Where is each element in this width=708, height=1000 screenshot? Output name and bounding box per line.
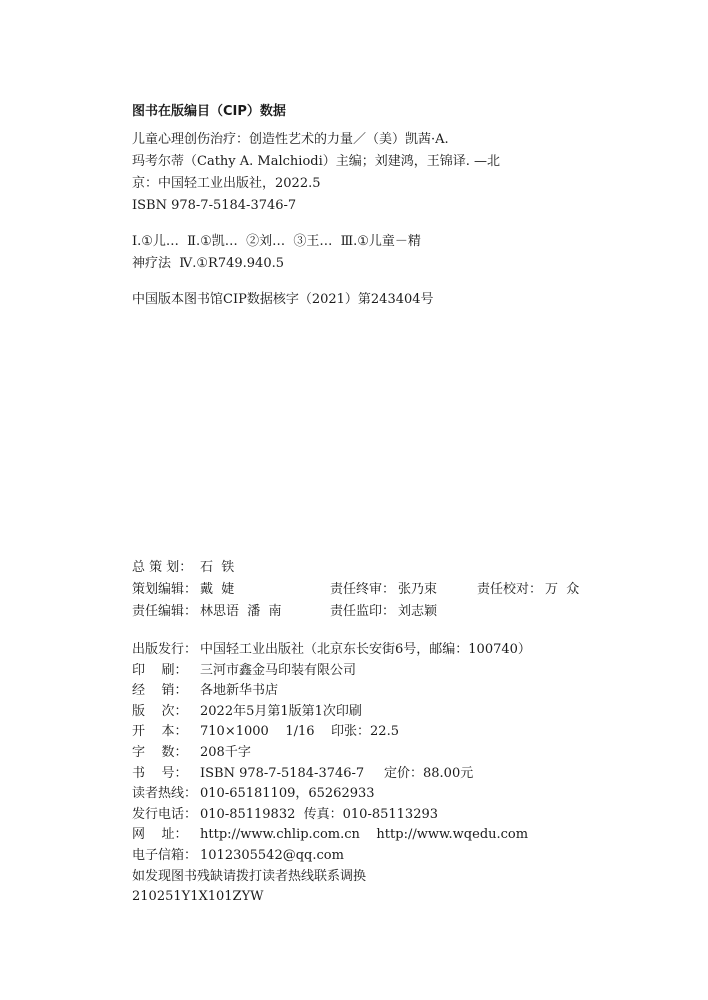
words-row <box>132 743 602 764</box>
price-value: 定价：88.00元 <box>384 765 474 781</box>
web-row <box>132 825 602 846</box>
credits-block <box>132 557 602 623</box>
proof-label: 责任校对： <box>477 582 543 597</box>
supervise-value: 刘志颖 <box>398 604 438 619</box>
supervise-label: 责任监印： <box>330 604 396 619</box>
cip-line-isbn: ISBN 978-7-5184-3746-7 <box>132 198 297 213</box>
publisher-value: 中国轻工业出版社（北京东长安街6号，邮编：100740） <box>200 642 531 657</box>
printer-value: 三河市鑫金马印装有限公司 <box>200 662 357 678</box>
web-value: http://www.chlip.com.cn http://www.wqedu.com <box>200 827 529 843</box>
cip-line-3: 京：中国轻工业出版社，2022.5 <box>132 176 321 191</box>
publication-block <box>132 640 602 908</box>
editor-value: 戴 婕 <box>200 582 235 597</box>
words-value: 208千字 <box>200 744 251 760</box>
cip-line-1: 儿童心理创伤治疗：创造性艺术的力量／（美）凯茜·A. <box>132 132 449 147</box>
final-review-value: 张乃束 <box>398 582 438 597</box>
phone-row <box>132 805 602 826</box>
notice-row <box>132 867 602 888</box>
credits-row-1 <box>132 557 602 579</box>
resp-editor-label: 责任编辑： <box>132 604 198 619</box>
classification-block <box>132 231 612 275</box>
publisher-label: 出版发行： <box>132 642 198 657</box>
distributor-label: 经 销： <box>132 683 188 699</box>
format-value: 710×1000 1/16 印张：22.5 <box>200 724 399 740</box>
cip-core-record: 中国版本图书馆CIP数据核字（2021）第243404号 <box>132 292 434 307</box>
code-row <box>132 887 602 908</box>
publisher-row <box>132 640 602 661</box>
words-label: 字 数： <box>132 744 188 760</box>
credits-row-2 <box>132 579 602 601</box>
edition-value: 2022年5月第1版第1次印刷 <box>200 703 362 719</box>
email-value: 1012305542@qq.com <box>200 847 344 863</box>
hotline-row <box>132 784 602 805</box>
proof-value: 万 众 <box>545 582 580 597</box>
edition-label: 版 次： <box>132 703 188 719</box>
cip-block <box>132 100 612 311</box>
edition-row <box>132 702 602 723</box>
classification-line-1: Ⅰ.①儿… Ⅱ.①凯… ②刘… ③王… Ⅲ.①儿童－精 <box>132 234 421 249</box>
email-label: 电子信箱： <box>132 847 198 863</box>
planner-value: 石 铁 <box>200 560 235 575</box>
web-label: 网 址： <box>132 827 188 843</box>
distributor-value: 各地新华书店 <box>200 683 279 699</box>
notice-text: 如发现图书残缺请拨打读者热线联系调换 <box>132 868 367 884</box>
resp-editor-value: 林思语 潘 南 <box>200 604 282 619</box>
cip-heading: 图书在版编目（CIP）数据 <box>132 104 286 119</box>
isbn-row <box>132 764 602 785</box>
printer-label: 印 刷： <box>132 662 188 678</box>
final-review-label: 责任终审： <box>330 582 396 597</box>
planner-label: 总 策 划： <box>132 560 193 575</box>
printer-row <box>132 661 602 682</box>
print-code: 210251Y1X101ZYW <box>132 889 264 905</box>
phone-label: 发行电话： <box>132 806 198 822</box>
isbn-label: 书 号： <box>132 765 188 781</box>
distributor-row <box>132 681 602 702</box>
phone-value: 010-85119832 传真：010-85113293 <box>200 806 439 822</box>
hotline-value: 010-65181109，65262933 <box>200 786 375 802</box>
email-row <box>132 846 602 867</box>
cip-line-2: 玛考尔蒂（Cathy A. Malchiodi）主编；刘建鸿，王锦译. —北 <box>132 154 501 169</box>
classification-line-2: 神疗法 Ⅳ.①R749.940.5 <box>132 256 284 271</box>
hotline-label: 读者热线： <box>132 786 198 802</box>
format-row <box>132 722 602 743</box>
credits-row-3 <box>132 601 602 623</box>
format-label: 开 本： <box>132 724 188 740</box>
isbn-value: ISBN 978-7-5184-3746-7 <box>200 765 365 781</box>
editor-label: 策划编辑： <box>132 582 198 597</box>
